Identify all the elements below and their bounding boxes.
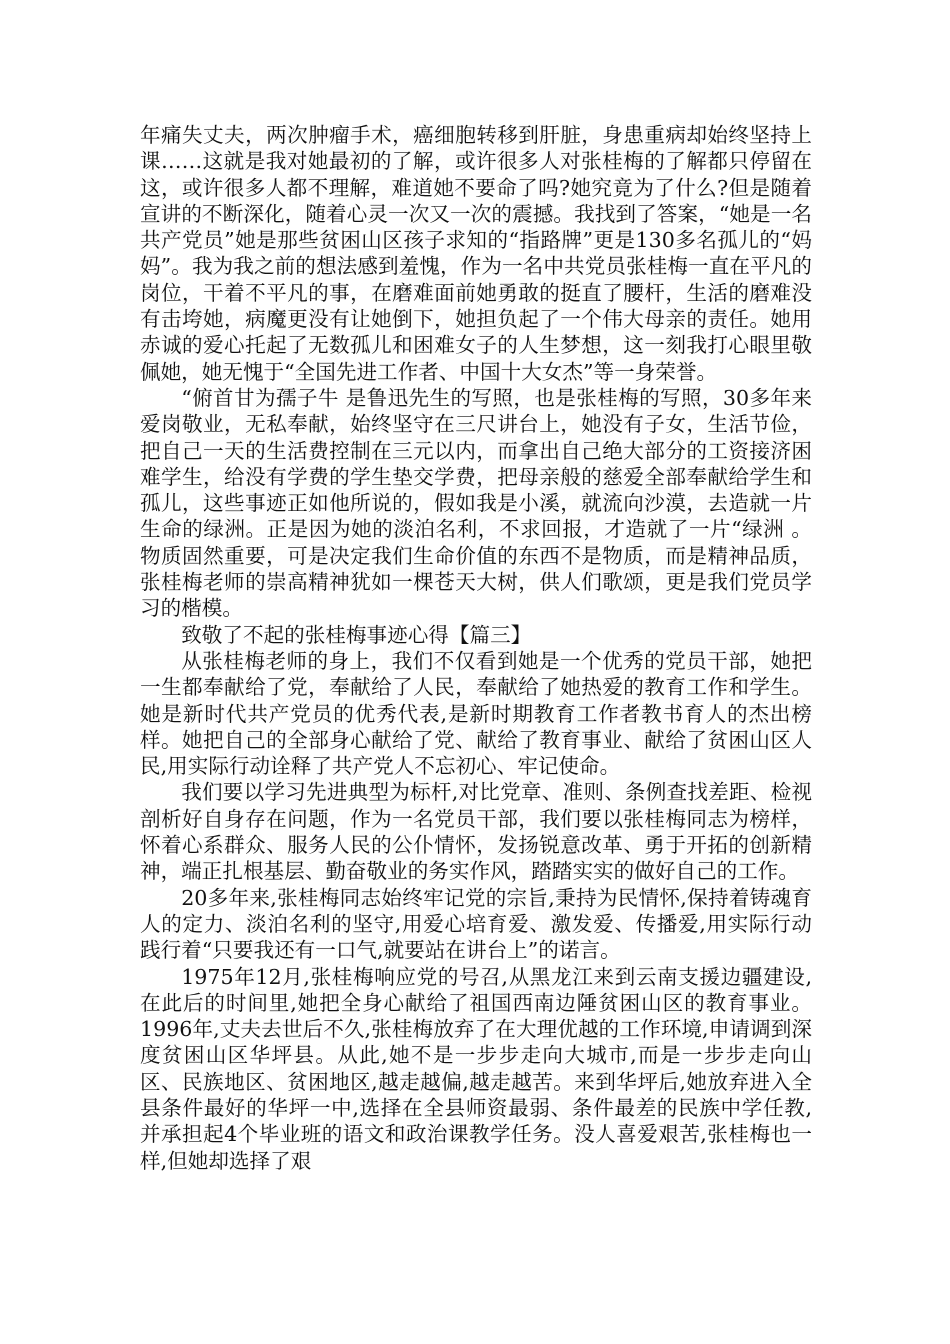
paragraph-6: 1975年12月,张桂梅响应党的号召,从黑龙江来到云南支援边疆建设,在此后的时间里,她把全身心献给了祖国西南边陲贫困山区的教育事业。1996年,丈夫去世后不久,张桂梅放弃了在大理优越的工作环境,申请调到深度贫困山区华坪县。从此,她不是一步步走向大城市,而是一步步走向山区、民族地区、贫困地区,越走越偏,越走越苦。来到华坪后,她放弃进入全县条件最好的华坪一中,选择在全县师资最弱、条件最差的民族中学任教,并承担起4个毕业班的语文和政治课教学任务。没人喜爱艰苦,张桂梅也一样,但她却选择了艰 xyxy=(140,964,812,1173)
paragraph-3: 从张桂梅老师的身上，我们不仅看到她是一个优秀的党员干部，她把一生都奉献给了党，奉献给了人民，奉献给了她热爱的教育工作和学生。她是新时代共产党员的优秀代表,是新时期教育工作者教书育人的杰出榜样。她把自己的全部身心献给了党、献给了教育事业、献给了贫困山区人民,用实际行动诠释了共产党人不忘初心、牢记使命。 xyxy=(140,648,812,779)
section-heading: 致敬了不起的张桂梅事迹心得【篇三】 xyxy=(181,622,532,647)
paragraph-1: 年痛失丈夫，两次肿瘤手术，癌细胞转移到肝脏，身患重病却始终坚持上课……这就是我对她最初的了解，或许很多人对张桂梅的了解都只停留在这，或许很多人都不理解，难道她不要命了吗?她究竟为了什么?但是随着宣讲的不断深化，随着心灵一次又一次的震撼。我找到了答案，“她是一名共产党员”她是那些贫困山区孩子求知的“指路牌”更是130多名孤儿的“妈妈”。我为我之前的想法感到羞愧，作为一名中共党员张桂梅一直在平凡的岗位，干着不平凡的事，在磨难面前她勇敢的挺直了腰杆，生活的磨难没有击垮她，病魔更没有让她倒下，她担负起了一个伟大母亲的责任。她用赤诚的爱心托起了无数孤儿和困难女子的人生梦想，这一刻我打心眼里敬佩她，她无愧于“全国先进工作者、中国十大女杰”等一身荣誉。 xyxy=(140,123,812,384)
paragraph-2: “俯首甘为孺子牛 是鲁迅先生的写照，也是张桂梅的写照，30多年来爱岗敬业，无私奉献，始终坚守在三尺讲台上，她没有子女，生活节俭，把自己一天的生活费控制在三元以内，而拿出自己绝大部分的工资接济困难学生，给没有学费的学生垫交学费，把母亲般的慈爱全部奉献给学生和孤儿，这些事迹正如他所说的，假如我是小溪，就流向沙漠，去造就一片生命的绿洲。正是因为她的淡泊名利，不求回报，才造就了一片“绿洲 。物质固然重要，可是决定我们生命价值的东西不是物质，而是精神品质，张桂梅老师的崇高精神犹如一棵苍天大树，供人们歌颂，更是我们党员学习的楷模。 xyxy=(140,385,812,621)
document-body xyxy=(140,122,812,1174)
paragraph-4: 我们要以学习先进典型为标杆,对比党章、准则、条例查找差距、检视剖析好自身存在问题，作为一名党员干部，我们要以张桂梅同志为榜样，怀着心系群众、服务人民的公仆情怀，发扬锐意改革、勇于开拓的创新精神，端正扎根基层、勤奋敬业的务实作风，踏踏实实的做好自己的工作。 xyxy=(140,780,812,884)
paragraph-5: 20多年来,张桂梅同志始终牢记党的宗旨,秉持为民情怀,保持着铸魂育人的定力、淡泊名利的坚守,用爱心培育爱、激发爱、传播爱,用实际行动践行着“只要我还有一口气,就要站在讲台上”的诺言。 xyxy=(140,885,812,963)
